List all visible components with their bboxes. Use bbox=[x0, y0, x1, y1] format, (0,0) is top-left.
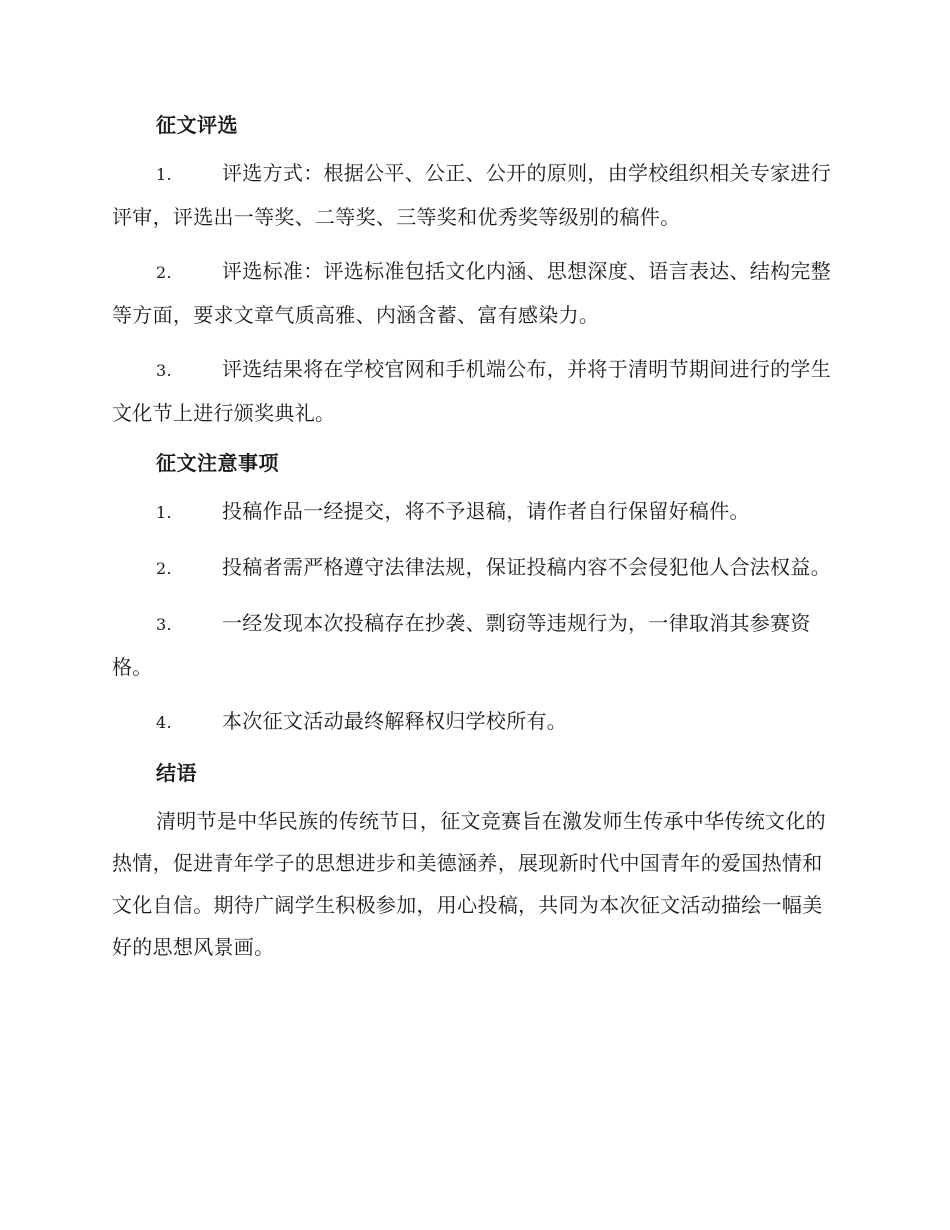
list-item bbox=[112, 152, 832, 238]
item-number: 4. bbox=[156, 713, 172, 732]
list-item bbox=[112, 250, 832, 336]
section-evaluation bbox=[112, 110, 832, 434]
item-number: 1. bbox=[156, 503, 172, 522]
item-text: 评选方式：根据公平、公正、公开的原则，由学校组织相关专家进行评审，评选出一等奖、二等奖、三等奖和优秀奖等级别的稿件。 bbox=[112, 161, 831, 229]
item-text: 投稿者需严格遵守法律法规，保证投稿内容不会侵犯他人合法权益。 bbox=[222, 555, 831, 579]
item-text: 投稿作品一经提交，将不予退稿，请作者自行保留好稿件。 bbox=[222, 499, 750, 523]
conclusion-paragraph: 清明节是中华民族的传统节日，征文竞赛旨在激发师生传承中华传统文化的热情，促进青年学子的思想进步和美德涵养，展现新时代中国青年的爱国热情和文化自信。期待广阔学生积极参加，用心投稿，共同为本次征文活动描绘一幅美好的思想风景画。 bbox=[112, 809, 826, 959]
section-conclusion bbox=[112, 758, 832, 968]
item-number: 2. bbox=[156, 263, 172, 282]
item-text: 评选结果将在学校官网和手机端公布，并将于清明节期间进行的学生文化节上进行颁奖典礼。 bbox=[112, 357, 831, 425]
item-number: 3. bbox=[156, 615, 172, 634]
item-text: 评选标准：评选标准包括文化内涵、思想深度、语言表达、结构完整等方面，要求文章气质高雅、内涵含蓄、富有感染力。 bbox=[112, 259, 831, 327]
item-text: 一经发现本次投稿存在抄袭、剽窃等违规行为，一律取消其参赛资格。 bbox=[112, 611, 811, 679]
list-item bbox=[112, 490, 832, 534]
section-title: 结语 bbox=[156, 761, 197, 785]
item-number: 3. bbox=[156, 361, 172, 380]
list-item bbox=[112, 348, 832, 434]
evaluation-list bbox=[112, 152, 832, 434]
section-title: 征文评选 bbox=[156, 113, 238, 137]
notes-list bbox=[112, 490, 832, 744]
section-notes bbox=[112, 448, 832, 744]
item-number: 1. bbox=[156, 165, 172, 184]
list-item bbox=[112, 700, 832, 744]
section-title: 征文注意事项 bbox=[156, 451, 279, 475]
list-item bbox=[112, 546, 832, 590]
list-item bbox=[112, 602, 832, 688]
item-number: 2. bbox=[156, 559, 172, 578]
item-text: 本次征文活动最终解释权归学校所有。 bbox=[222, 709, 568, 733]
